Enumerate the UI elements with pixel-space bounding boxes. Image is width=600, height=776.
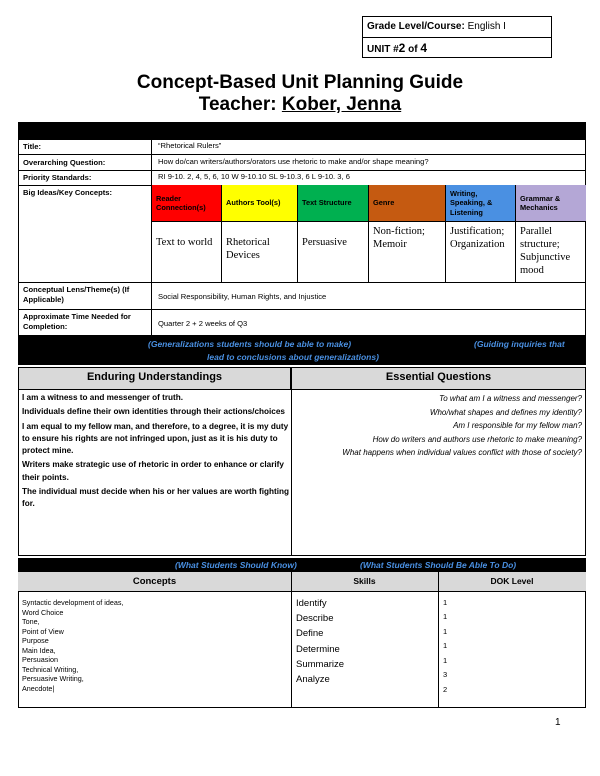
concepts-list [22,598,123,693]
students-know-note: (What Students Should Know) [175,560,297,570]
concept-item: Purpose [22,636,49,645]
title-value: “Rhetorical Rulers” [158,141,222,150]
unit-label: UNIT # [367,44,399,55]
dok-item: 3 [443,670,448,680]
teacher-line [0,94,600,116]
understanding-item: The individual must decide when his or her values are worth fighting for. [22,487,290,509]
skill-item: Define [296,628,324,640]
overarching-question-label: Overarching Question: [23,158,106,167]
unit-row [363,38,551,58]
concept-item: Main Idea, [22,645,56,655]
conceptual-lens-value: Social Responsibility, Human Rights, and Injustice [158,292,327,301]
skill-item: Identify [296,598,327,609]
enduring-understandings-list [22,392,290,513]
concept-item: Point of View [22,626,64,636]
dok-item: 1 [443,612,448,622]
big-idea-value: Parallel structure; Subjunctive mood [515,222,586,282]
big-idea-value: Justification; Organization [445,222,515,282]
grade-level-box [362,16,552,58]
question-item: How do writers and authors use rhetoric to make meaning? [372,434,582,444]
question-item: Who/what shapes and defines my identity? [429,407,582,417]
generalizations-note: (Generalizations students should be able to make) [148,339,352,349]
concept-item: Word Choice [22,607,64,617]
grade-label: Grade Level/Course: [367,21,465,32]
big-idea-value: Text to world [151,222,221,282]
understanding-item: I am a witness to and messenger of truth. [22,393,184,402]
of-label: of [408,44,418,55]
big-idea-header: Genre [368,185,445,222]
question-item: Am I responsible for my fellow man? [453,421,582,431]
skills-header: Skills [353,576,376,586]
understanding-item: Writers make strategic use of rhetoric in order to enhance or clarify their points. [22,460,284,482]
dok-item: 1 [443,626,448,636]
big-idea-header: Grammar & Mechanics [515,185,586,222]
page-number: 1 [555,717,561,728]
big-idea-header: Authors Tool(s) [221,185,297,222]
time-needed-label: Approximate Time Needed for Completion: [23,312,131,331]
concepts-header: Concepts [132,576,177,587]
students-do-note: (What Students Should Be Able To Do) [360,560,517,570]
grade-row [363,17,551,38]
big-idea-header: Writing, Speaking, & Listening [445,185,515,222]
priority-standards-label: Priority Standards: [23,173,92,182]
page-title: Concept-Based Unit Planning Guide [136,72,464,93]
concept-item: Persuasion [22,655,58,664]
essential-questions-list [294,392,582,460]
enduring-understandings-header: Enduring Understandings [18,367,291,390]
skill-item: Describe [296,613,334,625]
teacher-name: Kober, Jenna [281,94,402,115]
essential-questions-header: Essential Questions [291,367,586,390]
dok-item: 2 [443,684,448,694]
dok-item: 1 [443,655,448,665]
dok-list [443,596,447,697]
understanding-item: I am equal to my fellow man, and therefore, to a degree, it is my duty to ensure his rights are not infringed upon, just as it is his duty to protect mine. [22,421,289,456]
concept-item: Persuasive Writing, [22,674,84,683]
concept-item: Technical Writing, [22,664,79,674]
big-ideas-label: Big Ideas/Key Concepts: [23,188,113,197]
guiding-inquiries-note: (Guiding inquiries that [474,339,565,349]
big-idea-header: Text Structure [297,185,368,222]
unit-total: 4 [420,41,428,55]
concept-item: Anecdote| [22,683,55,693]
overarching-question-value: How do/can writers/authors/orators use rhetoric to make and/or shape meaning? [158,157,429,166]
skills-list [296,596,344,687]
grade-value: English I [467,21,506,32]
big-idea-value: Rhetorical Devices [221,222,297,282]
question-item: To what am I a witness and messenger? [439,394,582,403]
skill-item: Analyze [296,673,330,685]
dok-item: 1 [443,598,448,607]
big-idea-header: Reader Connection(s) [151,185,221,222]
guiding-inquiries-note-2: lead to conclusions about generalizations) [207,352,379,362]
big-idea-value: Non-fiction; Memoir [368,222,445,282]
title-label: Title: [23,142,42,151]
time-needed-value: Quarter 2 + 2 weeks of Q3 [158,319,248,328]
conceptual-lens-label: Conceptual Lens/Theme(s) (If Applicable) [23,285,130,304]
concept-item: Syntactic development of ideas, [22,598,124,607]
dok-item: 1 [443,641,448,651]
priority-standards-value: RI 9-10. 2, 4, 5, 6, 10 W 9-10.10 SL 9-10.3, 6 L 9-10. 3, 6 [158,172,350,181]
unit-number: 2 [398,41,406,55]
skill-item: Determine [296,643,340,655]
concept-item: Tone, [22,617,40,626]
understanding-item: Individuals define their own identities through their actions/choices [22,407,285,417]
dok-header: DOK Level [490,576,534,586]
skill-item: Summarize [296,658,345,670]
big-idea-value: Persuasive [297,222,368,282]
question-item: What happens when individual values conflict with those of society? [342,448,582,458]
teacher-label: Teacher: [198,94,277,115]
header-black-bar [18,122,586,139]
